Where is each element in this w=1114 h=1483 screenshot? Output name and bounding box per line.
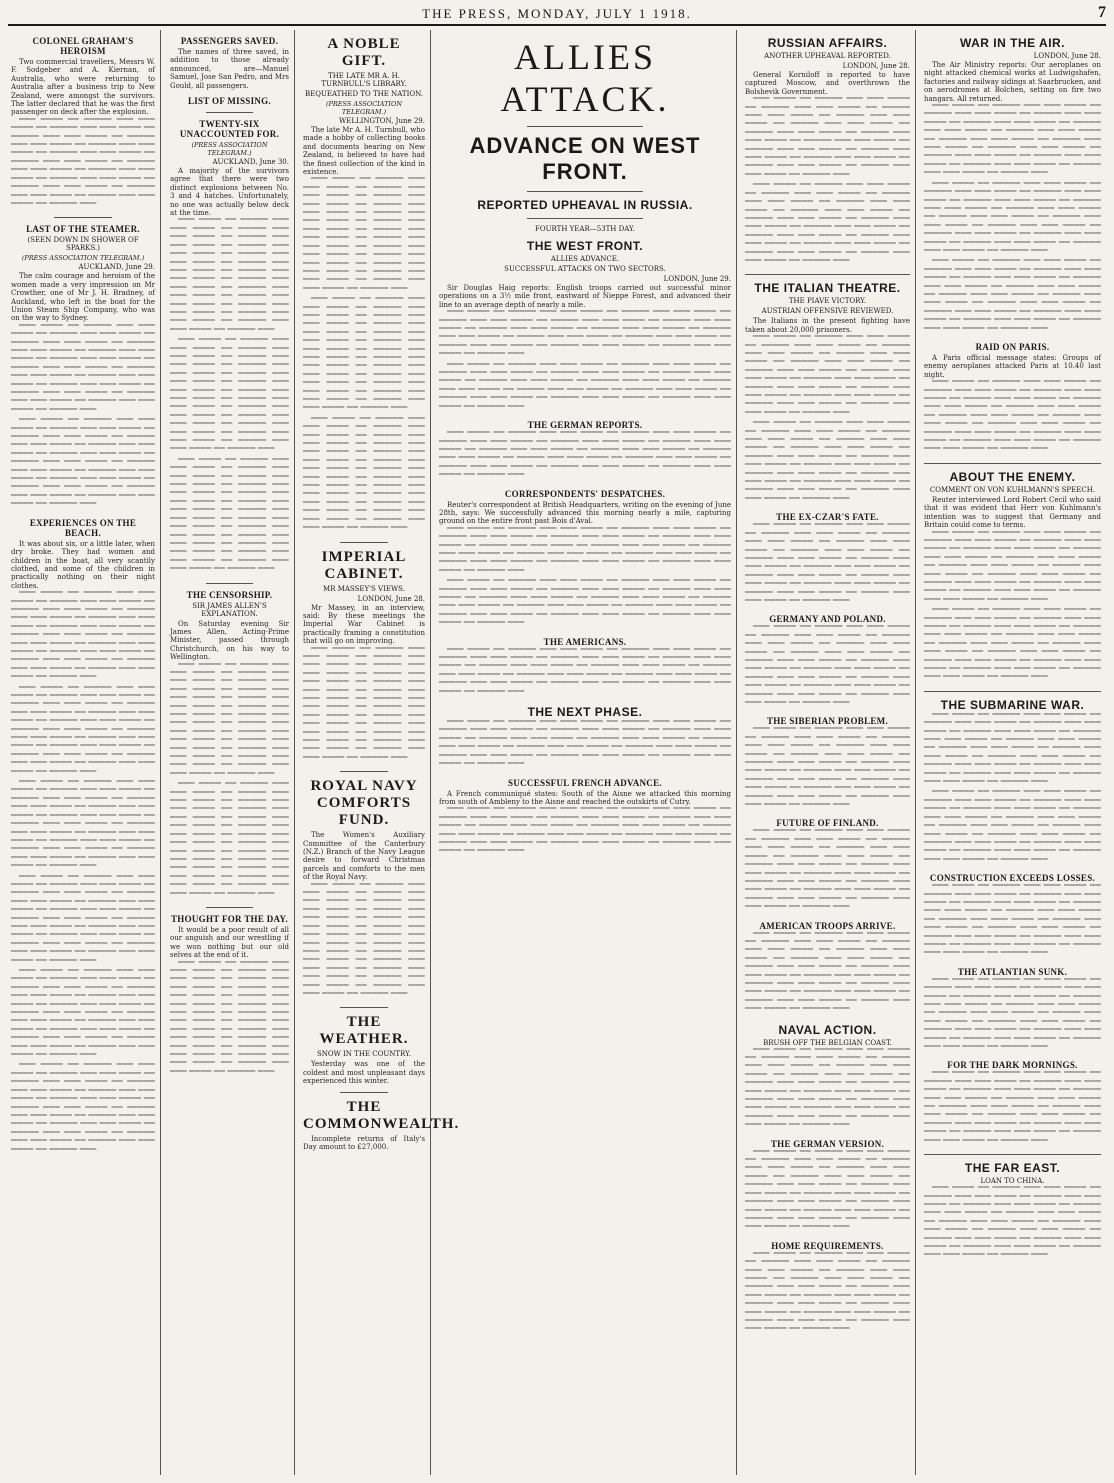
column-1	[8, 30, 161, 1475]
col3-headline: THE WEATHER.	[319, 1014, 409, 1048]
col5-headline: HOME REQUIREMENTS.	[771, 1240, 884, 1251]
body-text: ▔▔▔ ▔▔▔▔ ▔▔ ▔▔▔▔▔ ▔▔▔ ▔▔▔ ▔▔▔▔ ▔▔ ▔▔▔▔▔ ▔▔▔ ▔▔▔ ▔▔▔▔ ▔▔ ▔▔▔▔▔ ▔▔▔ ▔▔▔ ▔▔▔▔ ▔▔ ▔▔▔▔▔ ▔▔▔ ▔▔▔ ▔▔▔▔ ▔▔ ▔▔▔▔▔ ▔▔▔ ▔▔▔ ▔▔▔▔ ▔▔ ▔▔▔▔▔ ▔▔▔ ▔▔▔ ▔▔▔▔ ▔▔ ▔▔▔▔▔ ▔▔▔ ▔▔▔ ▔▔▔▔ ▔▔ ▔▔▔▔▔ ▔▔▔ ▔▔▔ ▔▔▔▔ ▔▔ ▔▔▔▔▔ ▔▔▔ ▔▔▔ ▔▔▔▔ ▔▔ ▔▔▔▔▔ ▔▔▔ ▔▔▔ ▔▔▔▔ ▔▔ ▔▔▔▔▔ ▔▔▔ ▔▔▔ ▔▔▔▔ ▔▔ ▔▔▔▔▔ ▔▔▔ ▔▔▔ ▔▔▔▔ ▔▔ ▔▔▔▔▔ ▔▔▔ ▔▔▔ ▔▔▔▔ ▔▔ ▔▔▔▔▔ ▔▔▔	[924, 260, 1101, 336]
col3-subhead: SNOW IN THE COUNTRY.	[316, 1050, 412, 1059]
body-text: ▔▔▔ ▔▔▔▔ ▔▔ ▔▔▔▔▔ ▔▔▔ ▔▔▔ ▔▔▔▔ ▔▔ ▔▔▔▔▔ ▔▔▔ ▔▔▔ ▔▔▔▔ ▔▔ ▔▔▔▔▔ ▔▔▔ ▔▔▔ ▔▔▔▔ ▔▔ ▔▔▔▔▔ ▔▔▔ ▔▔▔ ▔▔▔▔ ▔▔ ▔▔▔▔▔ ▔▔▔ ▔▔▔ ▔▔▔▔ ▔▔ ▔▔▔▔▔ ▔▔▔ ▔▔▔ ▔▔▔▔ ▔▔ ▔▔▔▔▔ ▔▔▔ ▔▔▔ ▔▔▔▔ ▔▔ ▔▔▔▔▔ ▔▔▔ ▔▔▔ ▔▔▔▔ ▔▔ ▔▔▔▔▔ ▔▔▔ ▔▔▔ ▔▔▔▔ ▔▔ ▔▔▔▔▔ ▔▔▔ ▔▔▔ ▔▔▔▔ ▔▔ ▔▔▔▔▔ ▔▔▔ ▔▔▔ ▔▔▔▔ ▔▔ ▔▔▔▔▔ ▔▔▔ ▔▔▔ ▔▔▔▔ ▔▔ ▔▔▔▔▔ ▔▔▔ ▔▔▔ ▔▔▔▔ ▔▔ ▔▔▔▔▔ ▔▔▔	[924, 182, 1101, 258]
col4-paragraph: A French communiqué states: South of the Aisne we attacked this morning from south of Ambleny to the Aisne and reached the outskirts of Cutry.	[439, 789, 731, 806]
columns	[8, 30, 1106, 1475]
col2-headline: THOUGHT FOR THE DAY.	[170, 913, 289, 924]
divider	[924, 463, 1101, 464]
col1-paragraph: Two commercial travellers, Messrs W. F. Sodgeber and A. Kiernan, of Australia, who were returning to Australia after a business trip to New Zealand, were amongst the survivors. The latter declared that he was the first passenger on deck after the explosion.	[11, 58, 155, 117]
body-text: ▔▔▔ ▔▔▔▔ ▔▔ ▔▔▔▔▔ ▔▔▔ ▔▔▔ ▔▔▔▔ ▔▔ ▔▔▔▔▔ ▔▔▔ ▔▔▔ ▔▔▔▔ ▔▔ ▔▔▔▔▔ ▔▔▔ ▔▔▔ ▔▔▔▔ ▔▔ ▔▔▔▔▔ ▔▔▔ ▔▔▔ ▔▔▔▔ ▔▔ ▔▔▔▔▔ ▔▔▔ ▔▔▔ ▔▔▔▔ ▔▔ ▔▔▔▔▔ ▔▔▔ ▔▔▔ ▔▔▔▔ ▔▔ ▔▔▔▔▔ ▔▔▔ ▔▔▔ ▔▔▔▔ ▔▔ ▔▔▔▔▔ ▔▔▔ ▔▔▔ ▔▔▔▔ ▔▔ ▔▔▔▔▔ ▔▔▔ ▔▔▔ ▔▔▔▔ ▔▔ ▔▔▔▔▔ ▔▔▔ ▔▔▔ ▔▔▔▔ ▔▔ ▔▔▔▔▔ ▔▔▔ ▔▔▔ ▔▔▔▔ ▔▔ ▔▔▔▔▔ ▔▔▔ ▔▔▔ ▔▔▔▔ ▔▔ ▔▔▔▔▔ ▔▔▔ ▔▔▔ ▔▔▔▔ ▔▔ ▔▔▔▔▔ ▔▔▔	[170, 783, 289, 901]
body-text: ▔▔▔ ▔▔▔▔ ▔▔ ▔▔▔▔▔ ▔▔▔ ▔▔▔ ▔▔▔▔ ▔▔ ▔▔▔▔▔ ▔▔▔ ▔▔▔ ▔▔▔▔ ▔▔ ▔▔▔▔▔ ▔▔▔ ▔▔▔ ▔▔▔▔ ▔▔ ▔▔▔▔▔ ▔▔▔ ▔▔▔ ▔▔▔▔ ▔▔ ▔▔▔▔▔ ▔▔▔ ▔▔▔ ▔▔▔▔ ▔▔ ▔▔▔▔▔ ▔▔▔ ▔▔▔ ▔▔▔▔ ▔▔ ▔▔▔▔▔ ▔▔▔ ▔▔▔ ▔▔▔▔ ▔▔ ▔▔▔▔▔ ▔▔▔ ▔▔▔ ▔▔▔▔ ▔▔ ▔▔▔▔▔ ▔▔▔ ▔▔▔ ▔▔▔▔ ▔▔ ▔▔▔▔▔ ▔▔▔ ▔▔▔ ▔▔▔▔ ▔▔ ▔▔▔▔▔ ▔▔▔ ▔▔▔ ▔▔▔▔ ▔▔ ▔▔▔▔▔ ▔▔▔ ▔▔▔ ▔▔▔▔ ▔▔ ▔▔▔▔▔ ▔▔▔ ▔▔▔ ▔▔▔▔ ▔▔ ▔▔▔▔▔ ▔▔▔	[745, 830, 910, 915]
column-5	[742, 30, 916, 1475]
col5-subhead: THE PIAVE VICTORY.	[788, 297, 867, 306]
divider	[924, 1154, 1101, 1155]
col3-meta: (PRESS ASSOCIATION TELEGRAM.)	[325, 100, 403, 116]
col3-headline: IMPERIAL CABINET.	[321, 548, 407, 582]
divider	[340, 1092, 389, 1093]
col2-subhead: SIR JAMES ALLEN'S EXPLANATION.	[192, 601, 267, 618]
divider	[206, 112, 254, 113]
col4-headline: THE NEXT PHASE.	[527, 705, 643, 720]
col3-paragraph: Incomplete returns of Italy's Day amount to £27,000.	[303, 1134, 425, 1151]
main-subheadline: REPORTED UPHEAVAL IN RUSSIA.	[477, 198, 693, 212]
body-text: ▔▔▔ ▔▔▔▔ ▔▔ ▔▔▔▔▔ ▔▔▔ ▔▔▔ ▔▔▔▔ ▔▔ ▔▔▔▔▔ ▔▔▔ ▔▔▔ ▔▔▔▔ ▔▔ ▔▔▔▔▔ ▔▔▔ ▔▔▔ ▔▔▔▔ ▔▔ ▔▔▔▔▔ ▔▔▔ ▔▔▔ ▔▔▔▔ ▔▔ ▔▔▔▔▔ ▔▔▔ ▔▔▔ ▔▔▔▔ ▔▔ ▔▔▔▔▔ ▔▔▔ ▔▔▔ ▔▔▔▔ ▔▔ ▔▔▔▔▔ ▔▔▔ ▔▔▔ ▔▔▔▔ ▔▔ ▔▔▔▔▔ ▔▔▔ ▔▔▔ ▔▔▔▔ ▔▔ ▔▔▔▔▔ ▔▔▔ ▔▔▔ ▔▔▔▔ ▔▔ ▔▔▔▔▔ ▔▔▔ ▔▔▔ ▔▔▔▔ ▔▔ ▔▔▔▔▔ ▔▔▔ ▔▔▔ ▔▔▔▔ ▔▔ ▔▔▔▔▔ ▔▔▔ ▔▔▔ ▔▔▔▔ ▔▔ ▔▔▔▔▔ ▔▔▔ ▔▔▔ ▔▔▔▔ ▔▔ ▔▔▔▔▔ ▔▔▔	[745, 422, 910, 506]
col3-headline: ROYAL NAVY COMFORTS FUND.	[310, 778, 418, 829]
col2-paragraph: A majority of the survivors agree that there were two distinct explosions between No. 3 and 4 hatches. Unfortunately, no one was actually below deck at the time.	[170, 167, 289, 218]
col5-headline: THE GERMAN VERSION.	[770, 1138, 885, 1149]
col5-headline: GERMANY AND POLAND.	[769, 614, 886, 625]
col6-subhead: LOAN TO CHINA.	[980, 1177, 1045, 1186]
col1-headline: EXPERIENCES ON THE BEACH.	[29, 517, 137, 538]
col4-headline: SUCCESSFUL FRENCH ADVANCE.	[508, 777, 662, 788]
col6-headline: ABOUT THE ENEMY.	[949, 469, 1076, 484]
body-text: ▔▔▔ ▔▔▔▔ ▔▔ ▔▔▔▔▔ ▔▔▔ ▔▔▔ ▔▔▔▔ ▔▔ ▔▔▔▔▔ ▔▔▔ ▔▔▔ ▔▔▔▔ ▔▔ ▔▔▔▔▔ ▔▔▔ ▔▔▔ ▔▔▔▔ ▔▔ ▔▔▔▔▔ ▔▔▔ ▔▔▔ ▔▔▔▔ ▔▔ ▔▔▔▔▔ ▔▔▔ ▔▔▔ ▔▔▔▔ ▔▔ ▔▔▔▔▔ ▔▔▔ ▔▔▔ ▔▔▔▔ ▔▔ ▔▔▔▔▔ ▔▔▔ ▔▔▔ ▔▔▔▔ ▔▔ ▔▔▔▔▔ ▔▔▔ ▔▔▔ ▔▔▔▔ ▔▔ ▔▔▔▔▔ ▔▔▔ ▔▔▔ ▔▔▔▔ ▔▔ ▔▔▔▔▔ ▔▔▔ ▔▔▔ ▔▔▔▔ ▔▔ ▔▔▔▔▔ ▔▔▔ ▔▔▔ ▔▔▔▔ ▔▔ ▔▔▔▔▔ ▔▔▔ ▔▔▔ ▔▔▔▔ ▔▔ ▔▔▔▔▔ ▔▔▔ ▔▔▔ ▔▔▔▔ ▔▔ ▔▔▔▔▔ ▔▔▔	[745, 1150, 910, 1235]
main-headline: ALLIES ATTACK.	[500, 37, 670, 119]
body-text: ▔▔▔ ▔▔▔▔ ▔▔ ▔▔▔▔▔ ▔▔▔ ▔▔▔ ▔▔▔▔ ▔▔ ▔▔▔▔▔ ▔▔▔ ▔▔▔ ▔▔▔▔ ▔▔ ▔▔▔▔▔ ▔▔▔ ▔▔▔ ▔▔▔▔ ▔▔ ▔▔▔▔▔ ▔▔▔ ▔▔▔ ▔▔▔▔ ▔▔ ▔▔▔▔▔ ▔▔▔ ▔▔▔ ▔▔▔▔ ▔▔ ▔▔▔▔▔ ▔▔▔ ▔▔▔ ▔▔▔▔ ▔▔ ▔▔▔▔▔ ▔▔▔ ▔▔▔ ▔▔▔▔ ▔▔ ▔▔▔▔▔ ▔▔▔ ▔▔▔ ▔▔▔▔ ▔▔ ▔▔▔▔▔ ▔▔▔ ▔▔▔ ▔▔▔▔ ▔▔ ▔▔▔▔▔ ▔▔▔ ▔▔▔ ▔▔▔▔ ▔▔ ▔▔▔▔▔ ▔▔▔ ▔▔▔ ▔▔▔▔ ▔▔ ▔▔▔▔▔ ▔▔▔ ▔▔▔ ▔▔▔▔ ▔▔ ▔▔▔▔▔ ▔▔▔ ▔▔▔ ▔▔▔▔ ▔▔ ▔▔▔▔▔ ▔▔▔	[745, 184, 910, 268]
body-text: ▔▔▔ ▔▔▔▔ ▔▔ ▔▔▔▔▔ ▔▔▔ ▔▔▔ ▔▔▔▔ ▔▔ ▔▔▔▔▔ ▔▔▔ ▔▔▔ ▔▔▔▔ ▔▔ ▔▔▔▔▔ ▔▔▔ ▔▔▔ ▔▔▔▔ ▔▔ ▔▔▔▔▔ ▔▔▔ ▔▔▔ ▔▔▔▔ ▔▔ ▔▔▔▔▔ ▔▔▔ ▔▔▔ ▔▔▔▔ ▔▔ ▔▔▔▔▔ ▔▔▔ ▔▔▔ ▔▔▔▔ ▔▔ ▔▔▔▔▔ ▔▔▔ ▔▔▔ ▔▔▔▔ ▔▔ ▔▔▔▔▔ ▔▔▔ ▔▔▔ ▔▔▔▔ ▔▔ ▔▔▔▔▔ ▔▔▔ ▔▔▔ ▔▔▔▔ ▔▔ ▔▔▔▔▔ ▔▔▔ ▔▔▔ ▔▔▔▔ ▔▔ ▔▔▔▔▔ ▔▔▔ ▔▔▔ ▔▔▔▔ ▔▔ ▔▔▔▔▔ ▔▔▔ ▔▔▔ ▔▔▔▔ ▔▔ ▔▔▔▔▔ ▔▔▔ ▔▔▔ ▔▔▔▔ ▔▔ ▔▔▔▔▔ ▔▔▔	[924, 1072, 1101, 1148]
col3-subhead: THE LATE MR A. H. TURNBULL'S LIBRARY.	[321, 72, 407, 88]
body-text: ▔▔▔ ▔▔▔▔ ▔▔ ▔▔▔▔▔ ▔▔▔ ▔▔▔ ▔▔▔▔ ▔▔ ▔▔▔▔▔ ▔▔▔ ▔▔▔ ▔▔▔▔ ▔▔ ▔▔▔▔▔ ▔▔▔ ▔▔▔ ▔▔▔▔ ▔▔ ▔▔▔▔▔ ▔▔▔ ▔▔▔ ▔▔▔▔ ▔▔ ▔▔▔▔▔ ▔▔▔ ▔▔▔ ▔▔▔▔ ▔▔ ▔▔▔▔▔ ▔▔▔ ▔▔▔ ▔▔▔▔ ▔▔ ▔▔▔▔▔ ▔▔▔ ▔▔▔ ▔▔▔▔ ▔▔ ▔▔▔▔▔ ▔▔▔ ▔▔▔ ▔▔▔▔ ▔▔ ▔▔▔▔▔ ▔▔▔ ▔▔▔ ▔▔▔▔ ▔▔ ▔▔▔▔▔ ▔▔▔ ▔▔▔ ▔▔▔▔ ▔▔ ▔▔▔▔▔ ▔▔▔ ▔▔▔ ▔▔▔▔ ▔▔ ▔▔▔▔▔ ▔▔▔ ▔▔▔ ▔▔▔▔ ▔▔ ▔▔▔▔▔ ▔▔▔ ▔▔▔ ▔▔▔▔ ▔▔ ▔▔▔▔▔ ▔▔▔	[11, 118, 155, 211]
col3-dateline: LONDON, June 28.	[357, 594, 425, 603]
column-3	[300, 30, 460, 1475]
body-text: ▔▔▔ ▔▔▔▔ ▔▔ ▔▔▔▔▔ ▔▔▔ ▔▔▔ ▔▔▔▔ ▔▔ ▔▔▔▔▔ ▔▔▔ ▔▔▔ ▔▔▔▔ ▔▔ ▔▔▔▔▔ ▔▔▔ ▔▔▔ ▔▔▔▔ ▔▔ ▔▔▔▔▔ ▔▔▔ ▔▔▔ ▔▔▔▔ ▔▔ ▔▔▔▔▔ ▔▔▔ ▔▔▔ ▔▔▔▔ ▔▔ ▔▔▔▔▔ ▔▔▔ ▔▔▔ ▔▔▔▔ ▔▔ ▔▔▔▔▔ ▔▔▔ ▔▔▔ ▔▔▔▔ ▔▔ ▔▔▔▔▔ ▔▔▔ ▔▔▔ ▔▔▔▔ ▔▔ ▔▔▔▔▔ ▔▔▔ ▔▔▔ ▔▔▔▔ ▔▔ ▔▔▔▔▔ ▔▔▔ ▔▔▔ ▔▔▔▔ ▔▔ ▔▔▔▔▔ ▔▔▔ ▔▔▔ ▔▔▔▔ ▔▔ ▔▔▔▔▔ ▔▔▔ ▔▔▔ ▔▔▔▔ ▔▔ ▔▔▔▔▔ ▔▔▔ ▔▔▔ ▔▔▔▔ ▔▔ ▔▔▔▔▔ ▔▔▔	[924, 885, 1101, 961]
body-text: ▔▔▔ ▔▔▔▔ ▔▔ ▔▔▔▔▔ ▔▔▔ ▔▔▔ ▔▔▔▔ ▔▔ ▔▔▔▔▔ ▔▔▔ ▔▔▔ ▔▔▔▔ ▔▔ ▔▔▔▔▔ ▔▔▔ ▔▔▔ ▔▔▔▔ ▔▔ ▔▔▔▔▔ ▔▔▔ ▔▔▔ ▔▔▔▔ ▔▔ ▔▔▔▔▔ ▔▔▔ ▔▔▔ ▔▔▔▔ ▔▔ ▔▔▔▔▔ ▔▔▔ ▔▔▔ ▔▔▔▔ ▔▔ ▔▔▔▔▔ ▔▔▔ ▔▔▔ ▔▔▔▔ ▔▔ ▔▔▔▔▔ ▔▔▔ ▔▔▔ ▔▔▔▔ ▔▔ ▔▔▔▔▔ ▔▔▔ ▔▔▔ ▔▔▔▔ ▔▔ ▔▔▔▔▔ ▔▔▔ ▔▔▔ ▔▔▔▔ ▔▔ ▔▔▔▔▔ ▔▔▔ ▔▔▔ ▔▔▔▔ ▔▔ ▔▔▔▔▔ ▔▔▔ ▔▔▔ ▔▔▔▔ ▔▔ ▔▔▔▔▔ ▔▔▔ ▔▔▔ ▔▔▔▔ ▔▔ ▔▔▔▔▔ ▔▔▔	[439, 311, 731, 362]
body-text: ▔▔▔ ▔▔▔▔ ▔▔ ▔▔▔▔▔ ▔▔▔ ▔▔▔ ▔▔▔▔ ▔▔ ▔▔▔▔▔ ▔▔▔ ▔▔▔ ▔▔▔▔ ▔▔ ▔▔▔▔▔ ▔▔▔ ▔▔▔ ▔▔▔▔ ▔▔ ▔▔▔▔▔ ▔▔▔ ▔▔▔ ▔▔▔▔ ▔▔ ▔▔▔▔▔ ▔▔▔ ▔▔▔ ▔▔▔▔ ▔▔ ▔▔▔▔▔ ▔▔▔ ▔▔▔ ▔▔▔▔ ▔▔ ▔▔▔▔▔ ▔▔▔ ▔▔▔ ▔▔▔▔ ▔▔ ▔▔▔▔▔ ▔▔▔ ▔▔▔ ▔▔▔▔ ▔▔ ▔▔▔▔▔ ▔▔▔ ▔▔▔ ▔▔▔▔ ▔▔ ▔▔▔▔▔ ▔▔▔ ▔▔▔ ▔▔▔▔ ▔▔ ▔▔▔▔▔ ▔▔▔ ▔▔▔ ▔▔▔▔ ▔▔ ▔▔▔▔▔ ▔▔▔ ▔▔▔ ▔▔▔▔ ▔▔ ▔▔▔▔▔ ▔▔▔ ▔▔▔ ▔▔▔▔ ▔▔ ▔▔▔▔▔ ▔▔▔	[170, 663, 289, 781]
col1-subhead: (SEEN DOWN IN SHOWER OF SPARKS.)	[27, 236, 139, 253]
body-text: ▔▔▔ ▔▔▔▔ ▔▔ ▔▔▔▔▔ ▔▔▔ ▔▔▔ ▔▔▔▔ ▔▔ ▔▔▔▔▔ ▔▔▔ ▔▔▔ ▔▔▔▔ ▔▔ ▔▔▔▔▔ ▔▔▔ ▔▔▔ ▔▔▔▔ ▔▔ ▔▔▔▔▔ ▔▔▔ ▔▔▔ ▔▔▔▔ ▔▔ ▔▔▔▔▔ ▔▔▔ ▔▔▔ ▔▔▔▔ ▔▔ ▔▔▔▔▔ ▔▔▔ ▔▔▔ ▔▔▔▔ ▔▔ ▔▔▔▔▔ ▔▔▔ ▔▔▔ ▔▔▔▔ ▔▔ ▔▔▔▔▔ ▔▔▔ ▔▔▔ ▔▔▔▔ ▔▔ ▔▔▔▔▔ ▔▔▔ ▔▔▔ ▔▔▔▔ ▔▔ ▔▔▔▔▔ ▔▔▔ ▔▔▔ ▔▔▔▔ ▔▔ ▔▔▔▔▔ ▔▔▔ ▔▔▔ ▔▔▔▔ ▔▔ ▔▔▔▔▔ ▔▔▔ ▔▔▔ ▔▔▔▔ ▔▔ ▔▔▔▔▔ ▔▔▔ ▔▔▔ ▔▔▔▔ ▔▔ ▔▔▔▔▔ ▔▔▔	[11, 781, 155, 874]
body-text: ▔▔▔ ▔▔▔▔ ▔▔ ▔▔▔▔▔ ▔▔▔ ▔▔▔ ▔▔▔▔ ▔▔ ▔▔▔▔▔ ▔▔▔ ▔▔▔ ▔▔▔▔ ▔▔ ▔▔▔▔▔ ▔▔▔ ▔▔▔ ▔▔▔▔ ▔▔ ▔▔▔▔▔ ▔▔▔ ▔▔▔ ▔▔▔▔ ▔▔ ▔▔▔▔▔ ▔▔▔ ▔▔▔ ▔▔▔▔ ▔▔ ▔▔▔▔▔ ▔▔▔ ▔▔▔ ▔▔▔▔ ▔▔ ▔▔▔▔▔ ▔▔▔ ▔▔▔ ▔▔▔▔ ▔▔ ▔▔▔▔▔ ▔▔▔ ▔▔▔ ▔▔▔▔ ▔▔ ▔▔▔▔▔ ▔▔▔ ▔▔▔ ▔▔▔▔ ▔▔ ▔▔▔▔▔ ▔▔▔ ▔▔▔ ▔▔▔▔ ▔▔ ▔▔▔▔▔ ▔▔▔ ▔▔▔ ▔▔▔▔ ▔▔ ▔▔▔▔▔ ▔▔▔ ▔▔▔ ▔▔▔▔ ▔▔ ▔▔▔▔▔ ▔▔▔ ▔▔▔ ▔▔▔▔ ▔▔ ▔▔▔▔▔ ▔▔▔	[745, 728, 910, 813]
col6-subhead: COMMENT ON VON KUHLMANN'S SPEECH.	[929, 485, 1096, 494]
body-text: ▔▔▔ ▔▔▔▔ ▔▔ ▔▔▔▔▔ ▔▔▔ ▔▔▔ ▔▔▔▔ ▔▔ ▔▔▔▔▔ ▔▔▔ ▔▔▔ ▔▔▔▔ ▔▔ ▔▔▔▔▔ ▔▔▔ ▔▔▔ ▔▔▔▔ ▔▔ ▔▔▔▔▔ ▔▔▔ ▔▔▔ ▔▔▔▔ ▔▔ ▔▔▔▔▔ ▔▔▔ ▔▔▔ ▔▔▔▔ ▔▔ ▔▔▔▔▔ ▔▔▔ ▔▔▔ ▔▔▔▔ ▔▔ ▔▔▔▔▔ ▔▔▔ ▔▔▔ ▔▔▔▔ ▔▔ ▔▔▔▔▔ ▔▔▔ ▔▔▔ ▔▔▔▔ ▔▔ ▔▔▔▔▔ ▔▔▔ ▔▔▔ ▔▔▔▔ ▔▔ ▔▔▔▔▔ ▔▔▔ ▔▔▔ ▔▔▔▔ ▔▔ ▔▔▔▔▔ ▔▔▔ ▔▔▔ ▔▔▔▔ ▔▔ ▔▔▔▔▔ ▔▔▔ ▔▔▔ ▔▔▔▔ ▔▔ ▔▔▔▔▔ ▔▔▔ ▔▔▔ ▔▔▔▔ ▔▔ ▔▔▔▔▔ ▔▔▔	[170, 961, 289, 1079]
col5-dateline: LONDON, June 28.	[842, 62, 910, 70]
col4-paragraph: Reuter's correspondent at British Headquarters, writing on the evening of June 28th, says: We successfully advanced this morning nearly a mile, capturing ground on the entire front past Bois d'Aval.	[439, 500, 731, 526]
col5-headline: THE EX-CZAR'S FATE.	[776, 512, 879, 523]
divider	[206, 907, 254, 908]
body-text: ▔▔▔ ▔▔▔▔ ▔▔ ▔▔▔▔▔ ▔▔▔ ▔▔▔ ▔▔▔▔ ▔▔ ▔▔▔▔▔ ▔▔▔ ▔▔▔ ▔▔▔▔ ▔▔ ▔▔▔▔▔ ▔▔▔ ▔▔▔ ▔▔▔▔ ▔▔ ▔▔▔▔▔ ▔▔▔ ▔▔▔ ▔▔▔▔ ▔▔ ▔▔▔▔▔ ▔▔▔ ▔▔▔ ▔▔▔▔ ▔▔ ▔▔▔▔▔ ▔▔▔ ▔▔▔ ▔▔▔▔ ▔▔ ▔▔▔▔▔ ▔▔▔ ▔▔▔ ▔▔▔▔ ▔▔ ▔▔▔▔▔ ▔▔▔ ▔▔▔ ▔▔▔▔ ▔▔ ▔▔▔▔▔ ▔▔▔ ▔▔▔ ▔▔▔▔ ▔▔ ▔▔▔▔▔ ▔▔▔ ▔▔▔ ▔▔▔▔ ▔▔ ▔▔▔▔▔ ▔▔▔ ▔▔▔ ▔▔▔▔ ▔▔ ▔▔▔▔▔ ▔▔▔ ▔▔▔ ▔▔▔▔ ▔▔ ▔▔▔▔▔ ▔▔▔ ▔▔▔ ▔▔▔▔ ▔▔ ▔▔▔▔▔ ▔▔▔	[303, 298, 425, 416]
col5-subhead: BRUSH OFF THE BELGIAN COAST.	[763, 1038, 892, 1047]
col6-headline: THE FAR EAST.	[964, 1161, 1061, 1176]
col5-headline: NAVAL ACTION.	[778, 1022, 877, 1037]
col3-paragraph: The Women's Auxiliary Committee of the Canterbury (N.Z.) Branch of the Navy League desire to forward Christmas parcels and comforts to the men of the Royal Navy.	[303, 831, 425, 882]
col3-subhead: BEQUEATHED TO THE NATION.	[304, 90, 423, 98]
col6-dateline: LONDON, June 28.	[1033, 52, 1101, 60]
col6-paragraph: Reuter interviewed Lord Robert Cecil who said that it was evident that Herr von Kuhlmann's intention was to suggest that Germany and Britain could come to terms.	[924, 495, 1101, 530]
body-text: ▔▔▔ ▔▔▔▔ ▔▔ ▔▔▔▔▔ ▔▔▔ ▔▔▔ ▔▔▔▔ ▔▔ ▔▔▔▔▔ ▔▔▔ ▔▔▔ ▔▔▔▔ ▔▔ ▔▔▔▔▔ ▔▔▔ ▔▔▔ ▔▔▔▔ ▔▔ ▔▔▔▔▔ ▔▔▔ ▔▔▔ ▔▔▔▔ ▔▔ ▔▔▔▔▔ ▔▔▔ ▔▔▔ ▔▔▔▔ ▔▔ ▔▔▔▔▔ ▔▔▔ ▔▔▔ ▔▔▔▔ ▔▔ ▔▔▔▔▔ ▔▔▔ ▔▔▔ ▔▔▔▔ ▔▔ ▔▔▔▔▔ ▔▔▔ ▔▔▔ ▔▔▔▔ ▔▔ ▔▔▔▔▔ ▔▔▔ ▔▔▔ ▔▔▔▔ ▔▔ ▔▔▔▔▔ ▔▔▔ ▔▔▔ ▔▔▔▔ ▔▔ ▔▔▔▔▔ ▔▔▔ ▔▔▔ ▔▔▔▔ ▔▔ ▔▔▔▔▔ ▔▔▔ ▔▔▔ ▔▔▔▔ ▔▔ ▔▔▔▔▔ ▔▔▔ ▔▔▔ ▔▔▔▔ ▔▔ ▔▔▔▔▔ ▔▔▔	[439, 363, 731, 414]
col6-headline: THE SUBMARINE WAR.	[940, 697, 1085, 712]
body-text: ▔▔▔ ▔▔▔▔ ▔▔ ▔▔▔▔▔ ▔▔▔ ▔▔▔ ▔▔▔▔ ▔▔ ▔▔▔▔▔ ▔▔▔ ▔▔▔ ▔▔▔▔ ▔▔ ▔▔▔▔▔ ▔▔▔ ▔▔▔ ▔▔▔▔ ▔▔ ▔▔▔▔▔ ▔▔▔ ▔▔▔ ▔▔▔▔ ▔▔ ▔▔▔▔▔ ▔▔▔ ▔▔▔ ▔▔▔▔ ▔▔ ▔▔▔▔▔ ▔▔▔ ▔▔▔ ▔▔▔▔ ▔▔ ▔▔▔▔▔ ▔▔▔ ▔▔▔ ▔▔▔▔ ▔▔ ▔▔▔▔▔ ▔▔▔ ▔▔▔ ▔▔▔▔ ▔▔ ▔▔▔▔▔ ▔▔▔ ▔▔▔ ▔▔▔▔ ▔▔ ▔▔▔▔▔ ▔▔▔ ▔▔▔ ▔▔▔▔ ▔▔ ▔▔▔▔▔ ▔▔▔ ▔▔▔ ▔▔▔▔ ▔▔ ▔▔▔▔▔ ▔▔▔ ▔▔▔ ▔▔▔▔ ▔▔ ▔▔▔▔▔ ▔▔▔ ▔▔▔ ▔▔▔▔ ▔▔ ▔▔▔▔▔ ▔▔▔	[745, 1048, 910, 1133]
body-text: ▔▔▔ ▔▔▔▔ ▔▔ ▔▔▔▔▔ ▔▔▔ ▔▔▔ ▔▔▔▔ ▔▔ ▔▔▔▔▔ ▔▔▔ ▔▔▔ ▔▔▔▔ ▔▔ ▔▔▔▔▔ ▔▔▔ ▔▔▔ ▔▔▔▔ ▔▔ ▔▔▔▔▔ ▔▔▔ ▔▔▔ ▔▔▔▔ ▔▔ ▔▔▔▔▔ ▔▔▔ ▔▔▔ ▔▔▔▔ ▔▔ ▔▔▔▔▔ ▔▔▔ ▔▔▔ ▔▔▔▔ ▔▔ ▔▔▔▔▔ ▔▔▔ ▔▔▔ ▔▔▔▔ ▔▔ ▔▔▔▔▔ ▔▔▔ ▔▔▔ ▔▔▔▔ ▔▔ ▔▔▔▔▔ ▔▔▔ ▔▔▔ ▔▔▔▔ ▔▔ ▔▔▔▔▔ ▔▔▔ ▔▔▔ ▔▔▔▔ ▔▔ ▔▔▔▔▔ ▔▔▔ ▔▔▔ ▔▔▔▔ ▔▔ ▔▔▔▔▔ ▔▔▔ ▔▔▔ ▔▔▔▔ ▔▔ ▔▔▔▔▔ ▔▔▔ ▔▔▔ ▔▔▔▔ ▔▔ ▔▔▔▔▔ ▔▔▔	[745, 524, 910, 608]
body-text: ▔▔▔ ▔▔▔▔ ▔▔ ▔▔▔▔▔ ▔▔▔ ▔▔▔ ▔▔▔▔ ▔▔ ▔▔▔▔▔ ▔▔▔ ▔▔▔ ▔▔▔▔ ▔▔ ▔▔▔▔▔ ▔▔▔ ▔▔▔ ▔▔▔▔ ▔▔ ▔▔▔▔▔ ▔▔▔ ▔▔▔ ▔▔▔▔ ▔▔ ▔▔▔▔▔ ▔▔▔ ▔▔▔ ▔▔▔▔ ▔▔ ▔▔▔▔▔ ▔▔▔ ▔▔▔ ▔▔▔▔ ▔▔ ▔▔▔▔▔ ▔▔▔ ▔▔▔ ▔▔▔▔ ▔▔ ▔▔▔▔▔ ▔▔▔ ▔▔▔ ▔▔▔▔ ▔▔ ▔▔▔▔▔ ▔▔▔ ▔▔▔ ▔▔▔▔ ▔▔ ▔▔▔▔▔ ▔▔▔ ▔▔▔ ▔▔▔▔ ▔▔ ▔▔▔▔▔ ▔▔▔ ▔▔▔ ▔▔▔▔ ▔▔ ▔▔▔▔▔ ▔▔▔ ▔▔▔ ▔▔▔▔ ▔▔ ▔▔▔▔▔ ▔▔▔ ▔▔▔ ▔▔▔▔ ▔▔ ▔▔▔▔▔ ▔▔▔	[170, 219, 289, 337]
col2-headline: PASSENGERS SAVED.	[180, 36, 279, 46]
col2-meta: (PRESS ASSOCIATION TELEGRAM.)	[191, 141, 268, 158]
col2-paragraph: It would be a poor result of all our anguish and our wrestling if we won nothing but our old selves at the end of it.	[170, 925, 289, 960]
body-text: ▔▔▔ ▔▔▔▔ ▔▔ ▔▔▔▔▔ ▔▔▔ ▔▔▔ ▔▔▔▔ ▔▔ ▔▔▔▔▔ ▔▔▔ ▔▔▔ ▔▔▔▔ ▔▔ ▔▔▔▔▔ ▔▔▔ ▔▔▔ ▔▔▔▔ ▔▔ ▔▔▔▔▔ ▔▔▔ ▔▔▔ ▔▔▔▔ ▔▔ ▔▔▔▔▔ ▔▔▔ ▔▔▔ ▔▔▔▔ ▔▔ ▔▔▔▔▔ ▔▔▔ ▔▔▔ ▔▔▔▔ ▔▔ ▔▔▔▔▔ ▔▔▔ ▔▔▔ ▔▔▔▔ ▔▔ ▔▔▔▔▔ ▔▔▔ ▔▔▔ ▔▔▔▔ ▔▔ ▔▔▔▔▔ ▔▔▔ ▔▔▔ ▔▔▔▔ ▔▔ ▔▔▔▔▔ ▔▔▔ ▔▔▔ ▔▔▔▔ ▔▔ ▔▔▔▔▔ ▔▔▔ ▔▔▔ ▔▔▔▔ ▔▔ ▔▔▔▔▔ ▔▔▔ ▔▔▔ ▔▔▔▔ ▔▔ ▔▔▔▔▔ ▔▔▔ ▔▔▔ ▔▔▔▔ ▔▔ ▔▔▔▔▔ ▔▔▔	[303, 178, 425, 296]
body-text: ▔▔▔ ▔▔▔▔ ▔▔ ▔▔▔▔▔ ▔▔▔ ▔▔▔ ▔▔▔▔ ▔▔ ▔▔▔▔▔ ▔▔▔ ▔▔▔ ▔▔▔▔ ▔▔ ▔▔▔▔▔ ▔▔▔ ▔▔▔ ▔▔▔▔ ▔▔ ▔▔▔▔▔ ▔▔▔ ▔▔▔ ▔▔▔▔ ▔▔ ▔▔▔▔▔ ▔▔▔ ▔▔▔ ▔▔▔▔ ▔▔ ▔▔▔▔▔ ▔▔▔ ▔▔▔ ▔▔▔▔ ▔▔ ▔▔▔▔▔ ▔▔▔ ▔▔▔ ▔▔▔▔ ▔▔ ▔▔▔▔▔ ▔▔▔ ▔▔▔ ▔▔▔▔ ▔▔ ▔▔▔▔▔ ▔▔▔ ▔▔▔ ▔▔▔▔ ▔▔ ▔▔▔▔▔ ▔▔▔ ▔▔▔ ▔▔▔▔ ▔▔ ▔▔▔▔▔ ▔▔▔ ▔▔▔ ▔▔▔▔ ▔▔ ▔▔▔▔▔ ▔▔▔ ▔▔▔ ▔▔▔▔ ▔▔ ▔▔▔▔▔ ▔▔▔ ▔▔▔ ▔▔▔▔ ▔▔ ▔▔▔▔▔ ▔▔▔	[924, 791, 1101, 867]
main-subheadline: ADVANCE ON WEST FRONT.	[469, 133, 701, 184]
col3-paragraph: Mr Massey, in an interview, said: By these meetings the Imperial War Cabinet is practically framing a constitution that will go on improving.	[303, 603, 425, 646]
divider	[527, 191, 644, 192]
divider	[340, 542, 389, 543]
divider	[206, 583, 254, 584]
body-text: ▔▔▔ ▔▔▔▔ ▔▔ ▔▔▔▔▔ ▔▔▔ ▔▔▔ ▔▔▔▔ ▔▔ ▔▔▔▔▔ ▔▔▔ ▔▔▔ ▔▔▔▔ ▔▔ ▔▔▔▔▔ ▔▔▔ ▔▔▔ ▔▔▔▔ ▔▔ ▔▔▔▔▔ ▔▔▔ ▔▔▔ ▔▔▔▔ ▔▔ ▔▔▔▔▔ ▔▔▔ ▔▔▔ ▔▔▔▔ ▔▔ ▔▔▔▔▔ ▔▔▔ ▔▔▔ ▔▔▔▔ ▔▔ ▔▔▔▔▔ ▔▔▔ ▔▔▔ ▔▔▔▔ ▔▔ ▔▔▔▔▔ ▔▔▔ ▔▔▔ ▔▔▔▔ ▔▔ ▔▔▔▔▔ ▔▔▔ ▔▔▔ ▔▔▔▔ ▔▔ ▔▔▔▔▔ ▔▔▔ ▔▔▔ ▔▔▔▔ ▔▔ ▔▔▔▔▔ ▔▔▔ ▔▔▔ ▔▔▔▔ ▔▔ ▔▔▔▔▔ ▔▔▔ ▔▔▔ ▔▔▔▔ ▔▔ ▔▔▔▔▔ ▔▔▔ ▔▔▔ ▔▔▔▔ ▔▔ ▔▔▔▔▔ ▔▔▔	[924, 713, 1101, 790]
body-text: ▔▔▔ ▔▔▔▔ ▔▔ ▔▔▔▔▔ ▔▔▔ ▔▔▔ ▔▔▔▔ ▔▔ ▔▔▔▔▔ ▔▔▔ ▔▔▔ ▔▔▔▔ ▔▔ ▔▔▔▔▔ ▔▔▔ ▔▔▔ ▔▔▔▔ ▔▔ ▔▔▔▔▔ ▔▔▔ ▔▔▔ ▔▔▔▔ ▔▔ ▔▔▔▔▔ ▔▔▔ ▔▔▔ ▔▔▔▔ ▔▔ ▔▔▔▔▔ ▔▔▔ ▔▔▔ ▔▔▔▔ ▔▔ ▔▔▔▔▔ ▔▔▔ ▔▔▔ ▔▔▔▔ ▔▔ ▔▔▔▔▔ ▔▔▔ ▔▔▔ ▔▔▔▔ ▔▔ ▔▔▔▔▔ ▔▔▔ ▔▔▔ ▔▔▔▔ ▔▔ ▔▔▔▔▔ ▔▔▔ ▔▔▔ ▔▔▔▔ ▔▔ ▔▔▔▔▔ ▔▔▔ ▔▔▔ ▔▔▔▔ ▔▔ ▔▔▔▔▔ ▔▔▔ ▔▔▔ ▔▔▔▔ ▔▔ ▔▔▔▔▔ ▔▔▔ ▔▔▔ ▔▔▔▔ ▔▔ ▔▔▔▔▔ ▔▔▔	[745, 932, 910, 1017]
col2-headline: THE CENSORSHIP.	[186, 589, 273, 600]
body-text: ▔▔▔ ▔▔▔▔ ▔▔ ▔▔▔▔▔ ▔▔▔ ▔▔▔ ▔▔▔▔ ▔▔ ▔▔▔▔▔ ▔▔▔ ▔▔▔ ▔▔▔▔ ▔▔ ▔▔▔▔▔ ▔▔▔ ▔▔▔ ▔▔▔▔ ▔▔ ▔▔▔▔▔ ▔▔▔ ▔▔▔ ▔▔▔▔ ▔▔ ▔▔▔▔▔ ▔▔▔ ▔▔▔ ▔▔▔▔ ▔▔ ▔▔▔▔▔ ▔▔▔ ▔▔▔ ▔▔▔▔ ▔▔ ▔▔▔▔▔ ▔▔▔ ▔▔▔ ▔▔▔▔ ▔▔ ▔▔▔▔▔ ▔▔▔ ▔▔▔ ▔▔▔▔ ▔▔ ▔▔▔▔▔ ▔▔▔ ▔▔▔ ▔▔▔▔ ▔▔ ▔▔▔▔▔ ▔▔▔ ▔▔▔ ▔▔▔▔ ▔▔ ▔▔▔▔▔ ▔▔▔ ▔▔▔ ▔▔▔▔ ▔▔ ▔▔▔▔▔ ▔▔▔ ▔▔▔ ▔▔▔▔ ▔▔ ▔▔▔▔▔ ▔▔▔ ▔▔▔ ▔▔▔▔ ▔▔ ▔▔▔▔▔ ▔▔▔	[924, 978, 1101, 1055]
col4-paragraph: Sir Douglas Haig reports: English troops carried out successful minor operations on a 3½ mile front, eastward of Nieppe Forest, and advanced their line to an average depth of nearly a mile.	[439, 284, 731, 309]
col4-headline: CORRESPONDENTS' DESPATCHES.	[504, 488, 666, 499]
body-text: ▔▔▔ ▔▔▔▔ ▔▔ ▔▔▔▔▔ ▔▔▔ ▔▔▔ ▔▔▔▔ ▔▔ ▔▔▔▔▔ ▔▔▔ ▔▔▔ ▔▔▔▔ ▔▔ ▔▔▔▔▔ ▔▔▔ ▔▔▔ ▔▔▔▔ ▔▔ ▔▔▔▔▔ ▔▔▔ ▔▔▔ ▔▔▔▔ ▔▔ ▔▔▔▔▔ ▔▔▔ ▔▔▔ ▔▔▔▔ ▔▔ ▔▔▔▔▔ ▔▔▔ ▔▔▔ ▔▔▔▔ ▔▔ ▔▔▔▔▔ ▔▔▔ ▔▔▔ ▔▔▔▔ ▔▔ ▔▔▔▔▔ ▔▔▔ ▔▔▔ ▔▔▔▔ ▔▔ ▔▔▔▔▔ ▔▔▔ ▔▔▔ ▔▔▔▔ ▔▔ ▔▔▔▔▔ ▔▔▔ ▔▔▔ ▔▔▔▔ ▔▔ ▔▔▔▔▔ ▔▔▔ ▔▔▔ ▔▔▔▔ ▔▔ ▔▔▔▔▔ ▔▔▔ ▔▔▔ ▔▔▔▔ ▔▔ ▔▔▔▔▔ ▔▔▔ ▔▔▔ ▔▔▔▔ ▔▔ ▔▔▔▔▔ ▔▔▔	[439, 721, 731, 772]
divider	[54, 217, 112, 218]
divider	[527, 218, 644, 219]
col6-headline: WAR IN THE AIR.	[959, 36, 1066, 50]
divider	[340, 771, 389, 772]
column-4	[436, 30, 737, 1475]
divider	[527, 126, 644, 127]
col5-subhead: AUSTRIAN OFFENSIVE REVIEWED.	[761, 307, 894, 316]
col1-headline: LAST OF THE STEAMER.	[26, 224, 140, 235]
col3-paragraph: Yesterday was one of the coldest and most unpleasant days experienced this winter.	[303, 1060, 425, 1086]
body-text: ▔▔▔ ▔▔▔▔ ▔▔ ▔▔▔▔▔ ▔▔▔ ▔▔▔ ▔▔▔▔ ▔▔ ▔▔▔▔▔ ▔▔▔ ▔▔▔ ▔▔▔▔ ▔▔ ▔▔▔▔▔ ▔▔▔ ▔▔▔ ▔▔▔▔ ▔▔ ▔▔▔▔▔ ▔▔▔ ▔▔▔ ▔▔▔▔ ▔▔ ▔▔▔▔▔ ▔▔▔ ▔▔▔ ▔▔▔▔ ▔▔ ▔▔▔▔▔ ▔▔▔ ▔▔▔ ▔▔▔▔ ▔▔ ▔▔▔▔▔ ▔▔▔ ▔▔▔ ▔▔▔▔ ▔▔ ▔▔▔▔▔ ▔▔▔ ▔▔▔ ▔▔▔▔ ▔▔ ▔▔▔▔▔ ▔▔▔ ▔▔▔ ▔▔▔▔ ▔▔ ▔▔▔▔▔ ▔▔▔ ▔▔▔ ▔▔▔▔ ▔▔ ▔▔▔▔▔ ▔▔▔ ▔▔▔ ▔▔▔▔ ▔▔ ▔▔▔▔▔ ▔▔▔ ▔▔▔ ▔▔▔▔ ▔▔ ▔▔▔▔▔ ▔▔▔ ▔▔▔ ▔▔▔▔ ▔▔ ▔▔▔▔▔ ▔▔▔	[439, 808, 731, 859]
body-text: ▔▔▔ ▔▔▔▔ ▔▔ ▔▔▔▔▔ ▔▔▔ ▔▔▔ ▔▔▔▔ ▔▔ ▔▔▔▔▔ ▔▔▔ ▔▔▔ ▔▔▔▔ ▔▔ ▔▔▔▔▔ ▔▔▔ ▔▔▔ ▔▔▔▔ ▔▔ ▔▔▔▔▔ ▔▔▔ ▔▔▔ ▔▔▔▔ ▔▔ ▔▔▔▔▔ ▔▔▔ ▔▔▔ ▔▔▔▔ ▔▔ ▔▔▔▔▔ ▔▔▔ ▔▔▔ ▔▔▔▔ ▔▔ ▔▔▔▔▔ ▔▔▔ ▔▔▔ ▔▔▔▔ ▔▔ ▔▔▔▔▔ ▔▔▔ ▔▔▔ ▔▔▔▔ ▔▔ ▔▔▔▔▔ ▔▔▔ ▔▔▔ ▔▔▔▔ ▔▔ ▔▔▔▔▔ ▔▔▔ ▔▔▔ ▔▔▔▔ ▔▔ ▔▔▔▔▔ ▔▔▔ ▔▔▔ ▔▔▔▔ ▔▔ ▔▔▔▔▔ ▔▔▔ ▔▔▔ ▔▔▔▔ ▔▔ ▔▔▔▔▔ ▔▔▔ ▔▔▔ ▔▔▔▔ ▔▔ ▔▔▔▔▔ ▔▔▔	[924, 1187, 1101, 1263]
col4-subhead: ALLIES ADVANCE.	[550, 255, 620, 263]
body-text: ▔▔▔ ▔▔▔▔ ▔▔ ▔▔▔▔▔ ▔▔▔ ▔▔▔ ▔▔▔▔ ▔▔ ▔▔▔▔▔ ▔▔▔ ▔▔▔ ▔▔▔▔ ▔▔ ▔▔▔▔▔ ▔▔▔ ▔▔▔ ▔▔▔▔ ▔▔ ▔▔▔▔▔ ▔▔▔ ▔▔▔ ▔▔▔▔ ▔▔ ▔▔▔▔▔ ▔▔▔ ▔▔▔ ▔▔▔▔ ▔▔ ▔▔▔▔▔ ▔▔▔ ▔▔▔ ▔▔▔▔ ▔▔ ▔▔▔▔▔ ▔▔▔ ▔▔▔ ▔▔▔▔ ▔▔ ▔▔▔▔▔ ▔▔▔ ▔▔▔ ▔▔▔▔ ▔▔ ▔▔▔▔▔ ▔▔▔ ▔▔▔ ▔▔▔▔ ▔▔ ▔▔▔▔▔ ▔▔▔ ▔▔▔ ▔▔▔▔ ▔▔ ▔▔▔▔▔ ▔▔▔ ▔▔▔ ▔▔▔▔ ▔▔ ▔▔▔▔▔ ▔▔▔ ▔▔▔ ▔▔▔▔ ▔▔ ▔▔▔▔▔ ▔▔▔ ▔▔▔ ▔▔▔▔ ▔▔ ▔▔▔▔▔ ▔▔▔	[303, 647, 425, 765]
col3-headline: THE COMMONWEALTH.	[303, 1098, 460, 1132]
body-text: ▔▔▔ ▔▔▔▔ ▔▔ ▔▔▔▔▔ ▔▔▔ ▔▔▔ ▔▔▔▔ ▔▔ ▔▔▔▔▔ ▔▔▔ ▔▔▔ ▔▔▔▔ ▔▔ ▔▔▔▔▔ ▔▔▔ ▔▔▔ ▔▔▔▔ ▔▔ ▔▔▔▔▔ ▔▔▔ ▔▔▔ ▔▔▔▔ ▔▔ ▔▔▔▔▔ ▔▔▔ ▔▔▔ ▔▔▔▔ ▔▔ ▔▔▔▔▔ ▔▔▔ ▔▔▔ ▔▔▔▔ ▔▔ ▔▔▔▔▔ ▔▔▔ ▔▔▔ ▔▔▔▔ ▔▔ ▔▔▔▔▔ ▔▔▔ ▔▔▔ ▔▔▔▔ ▔▔ ▔▔▔▔▔ ▔▔▔ ▔▔▔ ▔▔▔▔ ▔▔ ▔▔▔▔▔ ▔▔▔ ▔▔▔ ▔▔▔▔ ▔▔ ▔▔▔▔▔ ▔▔▔ ▔▔▔ ▔▔▔▔ ▔▔ ▔▔▔▔▔ ▔▔▔ ▔▔▔ ▔▔▔▔ ▔▔ ▔▔▔▔▔ ▔▔▔ ▔▔▔ ▔▔▔▔ ▔▔ ▔▔▔▔▔ ▔▔▔	[439, 580, 731, 631]
col6-headline: RAID ON PARIS.	[975, 342, 1050, 352]
col4-dateline: LONDON, June 29.	[663, 275, 731, 283]
col1-paragraph: The calm courage and heroism of the women made a very impression on Mr Crowther, one of Mr J. H. Bradney, of Auckland, who left in the boat for the Union Steam Ship Company, who was on the way to Sydney.	[11, 272, 155, 323]
col3-paragraph: The late Mr A. H. Turnbull, who made a hobby of collecting books and documents bearing on New Zealand, is believed to have had the finest collection of the kind in existence.	[303, 126, 425, 177]
col1-meta: (PRESS ASSOCIATION TELEGRAM.)	[21, 254, 145, 263]
body-text: ▔▔▔ ▔▔▔▔ ▔▔ ▔▔▔▔▔ ▔▔▔ ▔▔▔ ▔▔▔▔ ▔▔ ▔▔▔▔▔ ▔▔▔ ▔▔▔ ▔▔▔▔ ▔▔ ▔▔▔▔▔ ▔▔▔ ▔▔▔ ▔▔▔▔ ▔▔ ▔▔▔▔▔ ▔▔▔ ▔▔▔ ▔▔▔▔ ▔▔ ▔▔▔▔▔ ▔▔▔ ▔▔▔ ▔▔▔▔ ▔▔ ▔▔▔▔▔ ▔▔▔ ▔▔▔ ▔▔▔▔ ▔▔ ▔▔▔▔▔ ▔▔▔ ▔▔▔ ▔▔▔▔ ▔▔ ▔▔▔▔▔ ▔▔▔ ▔▔▔ ▔▔▔▔ ▔▔ ▔▔▔▔▔ ▔▔▔ ▔▔▔ ▔▔▔▔ ▔▔ ▔▔▔▔▔ ▔▔▔ ▔▔▔ ▔▔▔▔ ▔▔ ▔▔▔▔▔ ▔▔▔ ▔▔▔ ▔▔▔▔ ▔▔ ▔▔▔▔▔ ▔▔▔ ▔▔▔ ▔▔▔▔ ▔▔ ▔▔▔▔▔ ▔▔▔ ▔▔▔ ▔▔▔▔ ▔▔ ▔▔▔▔▔ ▔▔▔	[924, 531, 1101, 607]
page-number: 7	[1098, 4, 1106, 21]
col5-paragraph: General Korniloff is reported to have captured Moscow, and overthrown the Bolshevik Government.	[745, 71, 910, 96]
body-text: ▔▔▔ ▔▔▔▔ ▔▔ ▔▔▔▔▔ ▔▔▔ ▔▔▔ ▔▔▔▔ ▔▔ ▔▔▔▔▔ ▔▔▔ ▔▔▔ ▔▔▔▔ ▔▔ ▔▔▔▔▔ ▔▔▔ ▔▔▔ ▔▔▔▔ ▔▔ ▔▔▔▔▔ ▔▔▔ ▔▔▔ ▔▔▔▔ ▔▔ ▔▔▔▔▔ ▔▔▔ ▔▔▔ ▔▔▔▔ ▔▔ ▔▔▔▔▔ ▔▔▔ ▔▔▔ ▔▔▔▔ ▔▔ ▔▔▔▔▔ ▔▔▔ ▔▔▔ ▔▔▔▔ ▔▔ ▔▔▔▔▔ ▔▔▔ ▔▔▔ ▔▔▔▔ ▔▔ ▔▔▔▔▔ ▔▔▔ ▔▔▔ ▔▔▔▔ ▔▔ ▔▔▔▔▔ ▔▔▔ ▔▔▔ ▔▔▔▔ ▔▔ ▔▔▔▔▔ ▔▔▔ ▔▔▔ ▔▔▔▔ ▔▔ ▔▔▔▔▔ ▔▔▔ ▔▔▔ ▔▔▔▔ ▔▔ ▔▔▔▔▔ ▔▔▔ ▔▔▔ ▔▔▔▔ ▔▔ ▔▔▔▔▔ ▔▔▔	[745, 336, 910, 420]
col4-headline: THE WEST FRONT.	[526, 239, 644, 253]
body-text: ▔▔▔ ▔▔▔▔ ▔▔ ▔▔▔▔▔ ▔▔▔ ▔▔▔ ▔▔▔▔ ▔▔ ▔▔▔▔▔ ▔▔▔ ▔▔▔ ▔▔▔▔ ▔▔ ▔▔▔▔▔ ▔▔▔ ▔▔▔ ▔▔▔▔ ▔▔ ▔▔▔▔▔ ▔▔▔ ▔▔▔ ▔▔▔▔ ▔▔ ▔▔▔▔▔ ▔▔▔ ▔▔▔ ▔▔▔▔ ▔▔ ▔▔▔▔▔ ▔▔▔ ▔▔▔ ▔▔▔▔ ▔▔ ▔▔▔▔▔ ▔▔▔ ▔▔▔ ▔▔▔▔ ▔▔ ▔▔▔▔▔ ▔▔▔ ▔▔▔ ▔▔▔▔ ▔▔ ▔▔▔▔▔ ▔▔▔ ▔▔▔ ▔▔▔▔ ▔▔ ▔▔▔▔▔ ▔▔▔ ▔▔▔ ▔▔▔▔ ▔▔ ▔▔▔▔▔ ▔▔▔ ▔▔▔ ▔▔▔▔ ▔▔ ▔▔▔▔▔ ▔▔▔ ▔▔▔ ▔▔▔▔ ▔▔ ▔▔▔▔▔ ▔▔▔ ▔▔▔ ▔▔▔▔ ▔▔ ▔▔▔▔▔ ▔▔▔	[439, 648, 731, 699]
col2-paragraph: On Saturday evening Sir James Allen, Acting-Prime Minister, passed through Christchurch, on his way to Wellington.	[170, 619, 289, 662]
body-text: ▔▔▔ ▔▔▔▔ ▔▔ ▔▔▔▔▔ ▔▔▔ ▔▔▔ ▔▔▔▔ ▔▔ ▔▔▔▔▔ ▔▔▔ ▔▔▔ ▔▔▔▔ ▔▔ ▔▔▔▔▔ ▔▔▔ ▔▔▔ ▔▔▔▔ ▔▔ ▔▔▔▔▔ ▔▔▔ ▔▔▔ ▔▔▔▔ ▔▔ ▔▔▔▔▔ ▔▔▔ ▔▔▔ ▔▔▔▔ ▔▔ ▔▔▔▔▔ ▔▔▔ ▔▔▔ ▔▔▔▔ ▔▔ ▔▔▔▔▔ ▔▔▔ ▔▔▔ ▔▔▔▔ ▔▔ ▔▔▔▔▔ ▔▔▔ ▔▔▔ ▔▔▔▔ ▔▔ ▔▔▔▔▔ ▔▔▔ ▔▔▔ ▔▔▔▔ ▔▔ ▔▔▔▔▔ ▔▔▔ ▔▔▔ ▔▔▔▔ ▔▔ ▔▔▔▔▔ ▔▔▔ ▔▔▔ ▔▔▔▔ ▔▔ ▔▔▔▔▔ ▔▔▔ ▔▔▔ ▔▔▔▔ ▔▔ ▔▔▔▔▔ ▔▔▔ ▔▔▔ ▔▔▔▔ ▔▔ ▔▔▔▔▔ ▔▔▔	[11, 686, 155, 779]
body-text: ▔▔▔ ▔▔▔▔ ▔▔ ▔▔▔▔▔ ▔▔▔ ▔▔▔ ▔▔▔▔ ▔▔ ▔▔▔▔▔ ▔▔▔ ▔▔▔ ▔▔▔▔ ▔▔ ▔▔▔▔▔ ▔▔▔ ▔▔▔ ▔▔▔▔ ▔▔ ▔▔▔▔▔ ▔▔▔ ▔▔▔ ▔▔▔▔ ▔▔ ▔▔▔▔▔ ▔▔▔ ▔▔▔ ▔▔▔▔ ▔▔ ▔▔▔▔▔ ▔▔▔ ▔▔▔ ▔▔▔▔ ▔▔ ▔▔▔▔▔ ▔▔▔ ▔▔▔ ▔▔▔▔ ▔▔ ▔▔▔▔▔ ▔▔▔ ▔▔▔ ▔▔▔▔ ▔▔ ▔▔▔▔▔ ▔▔▔ ▔▔▔ ▔▔▔▔ ▔▔ ▔▔▔▔▔ ▔▔▔ ▔▔▔ ▔▔▔▔ ▔▔ ▔▔▔▔▔ ▔▔▔ ▔▔▔ ▔▔▔▔ ▔▔ ▔▔▔▔▔ ▔▔▔ ▔▔▔ ▔▔▔▔ ▔▔ ▔▔▔▔▔ ▔▔▔ ▔▔▔ ▔▔▔▔ ▔▔ ▔▔▔▔▔ ▔▔▔	[11, 970, 155, 1063]
body-text: ▔▔▔ ▔▔▔▔ ▔▔ ▔▔▔▔▔ ▔▔▔ ▔▔▔ ▔▔▔▔ ▔▔ ▔▔▔▔▔ ▔▔▔ ▔▔▔ ▔▔▔▔ ▔▔ ▔▔▔▔▔ ▔▔▔ ▔▔▔ ▔▔▔▔ ▔▔ ▔▔▔▔▔ ▔▔▔ ▔▔▔ ▔▔▔▔ ▔▔ ▔▔▔▔▔ ▔▔▔ ▔▔▔ ▔▔▔▔ ▔▔ ▔▔▔▔▔ ▔▔▔ ▔▔▔ ▔▔▔▔ ▔▔ ▔▔▔▔▔ ▔▔▔ ▔▔▔ ▔▔▔▔ ▔▔ ▔▔▔▔▔ ▔▔▔ ▔▔▔ ▔▔▔▔ ▔▔ ▔▔▔▔▔ ▔▔▔ ▔▔▔ ▔▔▔▔ ▔▔ ▔▔▔▔▔ ▔▔▔ ▔▔▔ ▔▔▔▔ ▔▔ ▔▔▔▔▔ ▔▔▔ ▔▔▔ ▔▔▔▔ ▔▔ ▔▔▔▔▔ ▔▔▔ ▔▔▔ ▔▔▔▔ ▔▔ ▔▔▔▔▔ ▔▔▔ ▔▔▔ ▔▔▔▔ ▔▔ ▔▔▔▔▔ ▔▔▔	[170, 458, 289, 577]
col2-headline: TWENTY-SIX UNACCOUNTED FOR.	[179, 119, 280, 140]
col2-paragraph: The names of three saved, in addition to those already announced, are—Manuel Samuel, Jose San Pedro, and Mrs Gould, all passengers.	[170, 48, 289, 90]
masthead-title: THE PRESS, MONDAY, JULY 1 1918.	[422, 6, 692, 21]
col5-paragraph: The Italians in the present fighting have taken about 20,000 prisoners.	[745, 317, 910, 334]
body-text: ▔▔▔ ▔▔▔▔ ▔▔ ▔▔▔▔▔ ▔▔▔ ▔▔▔ ▔▔▔▔ ▔▔ ▔▔▔▔▔ ▔▔▔ ▔▔▔ ▔▔▔▔ ▔▔ ▔▔▔▔▔ ▔▔▔ ▔▔▔ ▔▔▔▔ ▔▔ ▔▔▔▔▔ ▔▔▔ ▔▔▔ ▔▔▔▔ ▔▔ ▔▔▔▔▔ ▔▔▔ ▔▔▔ ▔▔▔▔ ▔▔ ▔▔▔▔▔ ▔▔▔ ▔▔▔ ▔▔▔▔ ▔▔ ▔▔▔▔▔ ▔▔▔ ▔▔▔ ▔▔▔▔ ▔▔ ▔▔▔▔▔ ▔▔▔ ▔▔▔ ▔▔▔▔ ▔▔ ▔▔▔▔▔ ▔▔▔ ▔▔▔ ▔▔▔▔ ▔▔ ▔▔▔▔▔ ▔▔▔ ▔▔▔ ▔▔▔▔ ▔▔ ▔▔▔▔▔ ▔▔▔ ▔▔▔ ▔▔▔▔ ▔▔ ▔▔▔▔▔ ▔▔▔ ▔▔▔ ▔▔▔▔ ▔▔ ▔▔▔▔▔ ▔▔▔ ▔▔▔ ▔▔▔▔ ▔▔ ▔▔▔▔▔ ▔▔▔	[303, 883, 425, 1001]
body-text: ▔▔▔ ▔▔▔▔ ▔▔ ▔▔▔▔▔ ▔▔▔ ▔▔▔ ▔▔▔▔ ▔▔ ▔▔▔▔▔ ▔▔▔ ▔▔▔ ▔▔▔▔ ▔▔ ▔▔▔▔▔ ▔▔▔ ▔▔▔ ▔▔▔▔ ▔▔ ▔▔▔▔▔ ▔▔▔ ▔▔▔ ▔▔▔▔ ▔▔ ▔▔▔▔▔ ▔▔▔ ▔▔▔ ▔▔▔▔ ▔▔ ▔▔▔▔▔ ▔▔▔ ▔▔▔ ▔▔▔▔ ▔▔ ▔▔▔▔▔ ▔▔▔ ▔▔▔ ▔▔▔▔ ▔▔ ▔▔▔▔▔ ▔▔▔ ▔▔▔ ▔▔▔▔ ▔▔ ▔▔▔▔▔ ▔▔▔ ▔▔▔ ▔▔▔▔ ▔▔ ▔▔▔▔▔ ▔▔▔ ▔▔▔ ▔▔▔▔ ▔▔ ▔▔▔▔▔ ▔▔▔ ▔▔▔ ▔▔▔▔ ▔▔ ▔▔▔▔▔ ▔▔▔ ▔▔▔ ▔▔▔▔ ▔▔ ▔▔▔▔▔ ▔▔▔ ▔▔▔ ▔▔▔▔ ▔▔ ▔▔▔▔▔ ▔▔▔	[11, 875, 155, 968]
body-text: ▔▔▔ ▔▔▔▔ ▔▔ ▔▔▔▔▔ ▔▔▔ ▔▔▔ ▔▔▔▔ ▔▔ ▔▔▔▔▔ ▔▔▔ ▔▔▔ ▔▔▔▔ ▔▔ ▔▔▔▔▔ ▔▔▔ ▔▔▔ ▔▔▔▔ ▔▔ ▔▔▔▔▔ ▔▔▔ ▔▔▔ ▔▔▔▔ ▔▔ ▔▔▔▔▔ ▔▔▔ ▔▔▔ ▔▔▔▔ ▔▔ ▔▔▔▔▔ ▔▔▔ ▔▔▔ ▔▔▔▔ ▔▔ ▔▔▔▔▔ ▔▔▔ ▔▔▔ ▔▔▔▔ ▔▔ ▔▔▔▔▔ ▔▔▔ ▔▔▔ ▔▔▔▔ ▔▔ ▔▔▔▔▔ ▔▔▔ ▔▔▔ ▔▔▔▔ ▔▔ ▔▔▔▔▔ ▔▔▔ ▔▔▔ ▔▔▔▔ ▔▔ ▔▔▔▔▔ ▔▔▔ ▔▔▔ ▔▔▔▔ ▔▔ ▔▔▔▔▔ ▔▔▔ ▔▔▔ ▔▔▔▔ ▔▔ ▔▔▔▔▔ ▔▔▔ ▔▔▔ ▔▔▔▔ ▔▔ ▔▔▔▔▔ ▔▔▔	[745, 1252, 910, 1337]
masthead	[8, 4, 1106, 26]
body-text: ▔▔▔ ▔▔▔▔ ▔▔ ▔▔▔▔▔ ▔▔▔ ▔▔▔ ▔▔▔▔ ▔▔ ▔▔▔▔▔ ▔▔▔ ▔▔▔ ▔▔▔▔ ▔▔ ▔▔▔▔▔ ▔▔▔ ▔▔▔ ▔▔▔▔ ▔▔ ▔▔▔▔▔ ▔▔▔ ▔▔▔ ▔▔▔▔ ▔▔ ▔▔▔▔▔ ▔▔▔ ▔▔▔ ▔▔▔▔ ▔▔ ▔▔▔▔▔ ▔▔▔ ▔▔▔ ▔▔▔▔ ▔▔ ▔▔▔▔▔ ▔▔▔ ▔▔▔ ▔▔▔▔ ▔▔ ▔▔▔▔▔ ▔▔▔ ▔▔▔ ▔▔▔▔ ▔▔ ▔▔▔▔▔ ▔▔▔ ▔▔▔ ▔▔▔▔ ▔▔ ▔▔▔▔▔ ▔▔▔ ▔▔▔ ▔▔▔▔ ▔▔ ▔▔▔▔▔ ▔▔▔ ▔▔▔ ▔▔▔▔ ▔▔ ▔▔▔▔▔ ▔▔▔ ▔▔▔ ▔▔▔▔ ▔▔ ▔▔▔▔▔ ▔▔▔ ▔▔▔ ▔▔▔▔ ▔▔ ▔▔▔▔▔ ▔▔▔	[745, 98, 910, 182]
body-text: ▔▔▔ ▔▔▔▔ ▔▔ ▔▔▔▔▔ ▔▔▔ ▔▔▔ ▔▔▔▔ ▔▔ ▔▔▔▔▔ ▔▔▔ ▔▔▔ ▔▔▔▔ ▔▔ ▔▔▔▔▔ ▔▔▔ ▔▔▔ ▔▔▔▔ ▔▔ ▔▔▔▔▔ ▔▔▔ ▔▔▔ ▔▔▔▔ ▔▔ ▔▔▔▔▔ ▔▔▔ ▔▔▔ ▔▔▔▔ ▔▔ ▔▔▔▔▔ ▔▔▔ ▔▔▔ ▔▔▔▔ ▔▔ ▔▔▔▔▔ ▔▔▔ ▔▔▔ ▔▔▔▔ ▔▔ ▔▔▔▔▔ ▔▔▔ ▔▔▔ ▔▔▔▔ ▔▔ ▔▔▔▔▔ ▔▔▔ ▔▔▔ ▔▔▔▔ ▔▔ ▔▔▔▔▔ ▔▔▔ ▔▔▔ ▔▔▔▔ ▔▔ ▔▔▔▔▔ ▔▔▔ ▔▔▔ ▔▔▔▔ ▔▔ ▔▔▔▔▔ ▔▔▔ ▔▔▔ ▔▔▔▔ ▔▔ ▔▔▔▔▔ ▔▔▔ ▔▔▔ ▔▔▔▔ ▔▔ ▔▔▔▔▔ ▔▔▔	[745, 626, 910, 710]
col5-headline: THE ITALIAN THEATRE.	[754, 281, 901, 296]
col5-headline: AMERICAN TROOPS ARRIVE.	[759, 920, 896, 931]
year-line: FOURTH YEAR—53TH DAY.	[535, 225, 635, 233]
body-text: ▔▔▔ ▔▔▔▔ ▔▔ ▔▔▔▔▔ ▔▔▔ ▔▔▔ ▔▔▔▔ ▔▔ ▔▔▔▔▔ ▔▔▔ ▔▔▔ ▔▔▔▔ ▔▔ ▔▔▔▔▔ ▔▔▔ ▔▔▔ ▔▔▔▔ ▔▔ ▔▔▔▔▔ ▔▔▔ ▔▔▔ ▔▔▔▔ ▔▔ ▔▔▔▔▔ ▔▔▔ ▔▔▔ ▔▔▔▔ ▔▔ ▔▔▔▔▔ ▔▔▔ ▔▔▔ ▔▔▔▔ ▔▔ ▔▔▔▔▔ ▔▔▔ ▔▔▔ ▔▔▔▔ ▔▔ ▔▔▔▔▔ ▔▔▔ ▔▔▔ ▔▔▔▔ ▔▔ ▔▔▔▔▔ ▔▔▔ ▔▔▔ ▔▔▔▔ ▔▔ ▔▔▔▔▔ ▔▔▔ ▔▔▔ ▔▔▔▔ ▔▔ ▔▔▔▔▔ ▔▔▔ ▔▔▔ ▔▔▔▔ ▔▔ ▔▔▔▔▔ ▔▔▔ ▔▔▔ ▔▔▔▔ ▔▔ ▔▔▔▔▔ ▔▔▔ ▔▔▔ ▔▔▔▔ ▔▔ ▔▔▔▔▔ ▔▔▔	[303, 417, 425, 536]
col2-headline: LIST OF MISSING.	[187, 96, 272, 107]
body-text: ▔▔▔ ▔▔▔▔ ▔▔ ▔▔▔▔▔ ▔▔▔ ▔▔▔ ▔▔▔▔ ▔▔ ▔▔▔▔▔ ▔▔▔ ▔▔▔ ▔▔▔▔ ▔▔ ▔▔▔▔▔ ▔▔▔ ▔▔▔ ▔▔▔▔ ▔▔ ▔▔▔▔▔ ▔▔▔ ▔▔▔ ▔▔▔▔ ▔▔ ▔▔▔▔▔ ▔▔▔ ▔▔▔ ▔▔▔▔ ▔▔ ▔▔▔▔▔ ▔▔▔ ▔▔▔ ▔▔▔▔ ▔▔ ▔▔▔▔▔ ▔▔▔ ▔▔▔ ▔▔▔▔ ▔▔ ▔▔▔▔▔ ▔▔▔ ▔▔▔ ▔▔▔▔ ▔▔ ▔▔▔▔▔ ▔▔▔ ▔▔▔ ▔▔▔▔ ▔▔ ▔▔▔▔▔ ▔▔▔ ▔▔▔ ▔▔▔▔ ▔▔ ▔▔▔▔▔ ▔▔▔ ▔▔▔ ▔▔▔▔ ▔▔ ▔▔▔▔▔ ▔▔▔ ▔▔▔ ▔▔▔▔ ▔▔ ▔▔▔▔▔ ▔▔▔ ▔▔▔ ▔▔▔▔ ▔▔ ▔▔▔▔▔ ▔▔▔	[11, 592, 155, 685]
body-text: ▔▔▔ ▔▔▔▔ ▔▔ ▔▔▔▔▔ ▔▔▔ ▔▔▔ ▔▔▔▔ ▔▔ ▔▔▔▔▔ ▔▔▔ ▔▔▔ ▔▔▔▔ ▔▔ ▔▔▔▔▔ ▔▔▔ ▔▔▔ ▔▔▔▔ ▔▔ ▔▔▔▔▔ ▔▔▔ ▔▔▔ ▔▔▔▔ ▔▔ ▔▔▔▔▔ ▔▔▔ ▔▔▔ ▔▔▔▔ ▔▔ ▔▔▔▔▔ ▔▔▔ ▔▔▔ ▔▔▔▔ ▔▔ ▔▔▔▔▔ ▔▔▔ ▔▔▔ ▔▔▔▔ ▔▔ ▔▔▔▔▔ ▔▔▔ ▔▔▔ ▔▔▔▔ ▔▔ ▔▔▔▔▔ ▔▔▔ ▔▔▔ ▔▔▔▔ ▔▔ ▔▔▔▔▔ ▔▔▔ ▔▔▔ ▔▔▔▔ ▔▔ ▔▔▔▔▔ ▔▔▔ ▔▔▔ ▔▔▔▔ ▔▔ ▔▔▔▔▔ ▔▔▔ ▔▔▔ ▔▔▔▔ ▔▔ ▔▔▔▔▔ ▔▔▔ ▔▔▔ ▔▔▔▔ ▔▔ ▔▔▔▔▔ ▔▔▔	[11, 419, 155, 512]
divider	[745, 274, 910, 275]
col1-headline: COLONEL GRAHAM'S HEROISM	[32, 36, 134, 56]
body-text: ▔▔▔ ▔▔▔▔ ▔▔ ▔▔▔▔▔ ▔▔▔ ▔▔▔ ▔▔▔▔ ▔▔ ▔▔▔▔▔ ▔▔▔ ▔▔▔ ▔▔▔▔ ▔▔ ▔▔▔▔▔ ▔▔▔ ▔▔▔ ▔▔▔▔ ▔▔ ▔▔▔▔▔ ▔▔▔ ▔▔▔ ▔▔▔▔ ▔▔ ▔▔▔▔▔ ▔▔▔ ▔▔▔ ▔▔▔▔ ▔▔ ▔▔▔▔▔ ▔▔▔ ▔▔▔ ▔▔▔▔ ▔▔ ▔▔▔▔▔ ▔▔▔ ▔▔▔ ▔▔▔▔ ▔▔ ▔▔▔▔▔ ▔▔▔ ▔▔▔ ▔▔▔▔ ▔▔ ▔▔▔▔▔ ▔▔▔ ▔▔▔ ▔▔▔▔ ▔▔ ▔▔▔▔▔ ▔▔▔ ▔▔▔ ▔▔▔▔ ▔▔ ▔▔▔▔▔ ▔▔▔ ▔▔▔ ▔▔▔▔ ▔▔ ▔▔▔▔▔ ▔▔▔ ▔▔▔ ▔▔▔▔ ▔▔ ▔▔▔▔▔ ▔▔▔ ▔▔▔ ▔▔▔▔ ▔▔ ▔▔▔▔▔ ▔▔▔	[11, 324, 155, 417]
col5-subhead: ANOTHER UPHEAVAL REPORTED.	[764, 52, 891, 60]
col5-headline: RUSSIAN AFFAIRS.	[767, 36, 888, 50]
col5-headline: FUTURE OF FINLAND.	[776, 818, 879, 829]
col3-dateline: WELLINGTON, June 29.	[339, 117, 425, 125]
col6-headline: FOR THE DARK MORNINGS.	[947, 1060, 1078, 1071]
body-text: ▔▔▔ ▔▔▔▔ ▔▔ ▔▔▔▔▔ ▔▔▔ ▔▔▔ ▔▔▔▔ ▔▔ ▔▔▔▔▔ ▔▔▔ ▔▔▔ ▔▔▔▔ ▔▔ ▔▔▔▔▔ ▔▔▔ ▔▔▔ ▔▔▔▔ ▔▔ ▔▔▔▔▔ ▔▔▔ ▔▔▔ ▔▔▔▔ ▔▔ ▔▔▔▔▔ ▔▔▔ ▔▔▔ ▔▔▔▔ ▔▔ ▔▔▔▔▔ ▔▔▔ ▔▔▔ ▔▔▔▔ ▔▔ ▔▔▔▔▔ ▔▔▔ ▔▔▔ ▔▔▔▔ ▔▔ ▔▔▔▔▔ ▔▔▔ ▔▔▔ ▔▔▔▔ ▔▔ ▔▔▔▔▔ ▔▔▔ ▔▔▔ ▔▔▔▔ ▔▔ ▔▔▔▔▔ ▔▔▔ ▔▔▔ ▔▔▔▔ ▔▔ ▔▔▔▔▔ ▔▔▔ ▔▔▔ ▔▔▔▔ ▔▔ ▔▔▔▔▔ ▔▔▔ ▔▔▔ ▔▔▔▔ ▔▔ ▔▔▔▔▔ ▔▔▔ ▔▔▔ ▔▔▔▔ ▔▔ ▔▔▔▔▔ ▔▔▔	[924, 609, 1101, 685]
column-6	[921, 30, 1106, 1475]
body-text: ▔▔▔ ▔▔▔▔ ▔▔ ▔▔▔▔▔ ▔▔▔ ▔▔▔ ▔▔▔▔ ▔▔ ▔▔▔▔▔ ▔▔▔ ▔▔▔ ▔▔▔▔ ▔▔ ▔▔▔▔▔ ▔▔▔ ▔▔▔ ▔▔▔▔ ▔▔ ▔▔▔▔▔ ▔▔▔ ▔▔▔ ▔▔▔▔ ▔▔ ▔▔▔▔▔ ▔▔▔ ▔▔▔ ▔▔▔▔ ▔▔ ▔▔▔▔▔ ▔▔▔ ▔▔▔ ▔▔▔▔ ▔▔ ▔▔▔▔▔ ▔▔▔ ▔▔▔ ▔▔▔▔ ▔▔ ▔▔▔▔▔ ▔▔▔ ▔▔▔ ▔▔▔▔ ▔▔ ▔▔▔▔▔ ▔▔▔ ▔▔▔ ▔▔▔▔ ▔▔ ▔▔▔▔▔ ▔▔▔ ▔▔▔ ▔▔▔▔ ▔▔ ▔▔▔▔▔ ▔▔▔ ▔▔▔ ▔▔▔▔ ▔▔ ▔▔▔▔▔ ▔▔▔ ▔▔▔ ▔▔▔▔ ▔▔ ▔▔▔▔▔ ▔▔▔ ▔▔▔ ▔▔▔▔ ▔▔ ▔▔▔▔▔ ▔▔▔	[439, 527, 731, 578]
col3-headline: A NOBLE GIFT.	[327, 36, 401, 69]
body-text: ▔▔▔ ▔▔▔▔ ▔▔ ▔▔▔▔▔ ▔▔▔ ▔▔▔ ▔▔▔▔ ▔▔ ▔▔▔▔▔ ▔▔▔ ▔▔▔ ▔▔▔▔ ▔▔ ▔▔▔▔▔ ▔▔▔ ▔▔▔ ▔▔▔▔ ▔▔ ▔▔▔▔▔ ▔▔▔ ▔▔▔ ▔▔▔▔ ▔▔ ▔▔▔▔▔ ▔▔▔ ▔▔▔ ▔▔▔▔ ▔▔ ▔▔▔▔▔ ▔▔▔ ▔▔▔ ▔▔▔▔ ▔▔ ▔▔▔▔▔ ▔▔▔ ▔▔▔ ▔▔▔▔ ▔▔ ▔▔▔▔▔ ▔▔▔ ▔▔▔ ▔▔▔▔ ▔▔ ▔▔▔▔▔ ▔▔▔ ▔▔▔ ▔▔▔▔ ▔▔ ▔▔▔▔▔ ▔▔▔ ▔▔▔ ▔▔▔▔ ▔▔ ▔▔▔▔▔ ▔▔▔ ▔▔▔ ▔▔▔▔ ▔▔ ▔▔▔▔▔ ▔▔▔ ▔▔▔ ▔▔▔▔ ▔▔ ▔▔▔▔▔ ▔▔▔ ▔▔▔ ▔▔▔▔ ▔▔ ▔▔▔▔▔ ▔▔▔	[11, 1064, 155, 1157]
body-text: ▔▔▔ ▔▔▔▔ ▔▔ ▔▔▔▔▔ ▔▔▔ ▔▔▔ ▔▔▔▔ ▔▔ ▔▔▔▔▔ ▔▔▔ ▔▔▔ ▔▔▔▔ ▔▔ ▔▔▔▔▔ ▔▔▔ ▔▔▔ ▔▔▔▔ ▔▔ ▔▔▔▔▔ ▔▔▔ ▔▔▔ ▔▔▔▔ ▔▔ ▔▔▔▔▔ ▔▔▔ ▔▔▔ ▔▔▔▔ ▔▔ ▔▔▔▔▔ ▔▔▔ ▔▔▔ ▔▔▔▔ ▔▔ ▔▔▔▔▔ ▔▔▔ ▔▔▔ ▔▔▔▔ ▔▔ ▔▔▔▔▔ ▔▔▔ ▔▔▔ ▔▔▔▔ ▔▔ ▔▔▔▔▔ ▔▔▔ ▔▔▔ ▔▔▔▔ ▔▔ ▔▔▔▔▔ ▔▔▔ ▔▔▔ ▔▔▔▔ ▔▔ ▔▔▔▔▔ ▔▔▔ ▔▔▔ ▔▔▔▔ ▔▔ ▔▔▔▔▔ ▔▔▔ ▔▔▔ ▔▔▔▔ ▔▔ ▔▔▔▔▔ ▔▔▔ ▔▔▔ ▔▔▔▔ ▔▔ ▔▔▔▔▔ ▔▔▔	[439, 432, 731, 483]
column-2	[167, 30, 295, 1475]
col6-headline: CONSTRUCTION EXCEEDS LOSSES.	[929, 873, 1096, 884]
col2-dateline: AUCKLAND, June 30.	[212, 158, 289, 167]
body-text: ▔▔▔ ▔▔▔▔ ▔▔ ▔▔▔▔▔ ▔▔▔ ▔▔▔ ▔▔▔▔ ▔▔ ▔▔▔▔▔ ▔▔▔ ▔▔▔ ▔▔▔▔ ▔▔ ▔▔▔▔▔ ▔▔▔ ▔▔▔ ▔▔▔▔ ▔▔ ▔▔▔▔▔ ▔▔▔ ▔▔▔ ▔▔▔▔ ▔▔ ▔▔▔▔▔ ▔▔▔ ▔▔▔ ▔▔▔▔ ▔▔ ▔▔▔▔▔ ▔▔▔ ▔▔▔ ▔▔▔▔ ▔▔ ▔▔▔▔▔ ▔▔▔ ▔▔▔ ▔▔▔▔ ▔▔ ▔▔▔▔▔ ▔▔▔ ▔▔▔ ▔▔▔▔ ▔▔ ▔▔▔▔▔ ▔▔▔ ▔▔▔ ▔▔▔▔ ▔▔ ▔▔▔▔▔ ▔▔▔ ▔▔▔ ▔▔▔▔ ▔▔ ▔▔▔▔▔ ▔▔▔ ▔▔▔ ▔▔▔▔ ▔▔ ▔▔▔▔▔ ▔▔▔ ▔▔▔ ▔▔▔▔ ▔▔ ▔▔▔▔▔ ▔▔▔ ▔▔▔ ▔▔▔▔ ▔▔ ▔▔▔▔▔ ▔▔▔	[170, 339, 289, 457]
col6-headline: THE ATLANTIAN SUNK.	[957, 966, 1068, 977]
body-text: ▔▔▔ ▔▔▔▔ ▔▔ ▔▔▔▔▔ ▔▔▔ ▔▔▔ ▔▔▔▔ ▔▔ ▔▔▔▔▔ ▔▔▔ ▔▔▔ ▔▔▔▔ ▔▔ ▔▔▔▔▔ ▔▔▔ ▔▔▔ ▔▔▔▔ ▔▔ ▔▔▔▔▔ ▔▔▔ ▔▔▔ ▔▔▔▔ ▔▔ ▔▔▔▔▔ ▔▔▔ ▔▔▔ ▔▔▔▔ ▔▔ ▔▔▔▔▔ ▔▔▔ ▔▔▔ ▔▔▔▔ ▔▔ ▔▔▔▔▔ ▔▔▔ ▔▔▔ ▔▔▔▔ ▔▔ ▔▔▔▔▔ ▔▔▔ ▔▔▔ ▔▔▔▔ ▔▔ ▔▔▔▔▔ ▔▔▔ ▔▔▔ ▔▔▔▔ ▔▔ ▔▔▔▔▔ ▔▔▔ ▔▔▔ ▔▔▔▔ ▔▔ ▔▔▔▔▔ ▔▔▔ ▔▔▔ ▔▔▔▔ ▔▔ ▔▔▔▔▔ ▔▔▔ ▔▔▔ ▔▔▔▔ ▔▔ ▔▔▔▔▔ ▔▔▔ ▔▔▔ ▔▔▔▔ ▔▔ ▔▔▔▔▔ ▔▔▔	[924, 381, 1101, 457]
col4-headline: THE GERMAN REPORTS.	[527, 420, 643, 431]
col3-subhead: MR MASSEY'S VIEWS.	[323, 584, 405, 593]
col6-paragraph: A Paris official message states: Groups of enemy aeroplanes attacked Paris at 10.40 last night.	[924, 354, 1101, 379]
col4-headline: THE AMERICANS.	[543, 636, 627, 647]
col5-headline: THE SIBERIAN PROBLEM.	[766, 716, 889, 727]
divider	[924, 691, 1101, 692]
col6-paragraph: The Air Ministry reports: Our aeroplanes on night attacked chemical works at Ludwigshafen, factories and railway sidings at Saarbrucken, and on aerodromes at Bolchen, setting on fire two hangars. All returned.	[924, 61, 1101, 103]
divider	[340, 1007, 389, 1008]
col4-subhead: SUCCESSFUL ATTACKS ON TWO SECTORS.	[504, 265, 666, 273]
col1-dateline: AUCKLAND, June 29.	[78, 263, 155, 272]
col1-paragraph: It was about six, or a little later, when dry broke. They had women and children in the boat, all very scantily clothed, and some of the children in practically nothing on their night clothes.	[11, 539, 155, 590]
body-text: ▔▔▔ ▔▔▔▔ ▔▔ ▔▔▔▔▔ ▔▔▔ ▔▔▔ ▔▔▔▔ ▔▔ ▔▔▔▔▔ ▔▔▔ ▔▔▔ ▔▔▔▔ ▔▔ ▔▔▔▔▔ ▔▔▔ ▔▔▔ ▔▔▔▔ ▔▔ ▔▔▔▔▔ ▔▔▔ ▔▔▔ ▔▔▔▔ ▔▔ ▔▔▔▔▔ ▔▔▔ ▔▔▔ ▔▔▔▔ ▔▔ ▔▔▔▔▔ ▔▔▔ ▔▔▔ ▔▔▔▔ ▔▔ ▔▔▔▔▔ ▔▔▔ ▔▔▔ ▔▔▔▔ ▔▔ ▔▔▔▔▔ ▔▔▔ ▔▔▔ ▔▔▔▔ ▔▔ ▔▔▔▔▔ ▔▔▔ ▔▔▔ ▔▔▔▔ ▔▔ ▔▔▔▔▔ ▔▔▔ ▔▔▔ ▔▔▔▔ ▔▔ ▔▔▔▔▔ ▔▔▔ ▔▔▔ ▔▔▔▔ ▔▔ ▔▔▔▔▔ ▔▔▔ ▔▔▔ ▔▔▔▔ ▔▔ ▔▔▔▔▔ ▔▔▔ ▔▔▔ ▔▔▔▔ ▔▔ ▔▔▔▔▔ ▔▔▔	[924, 105, 1101, 181]
